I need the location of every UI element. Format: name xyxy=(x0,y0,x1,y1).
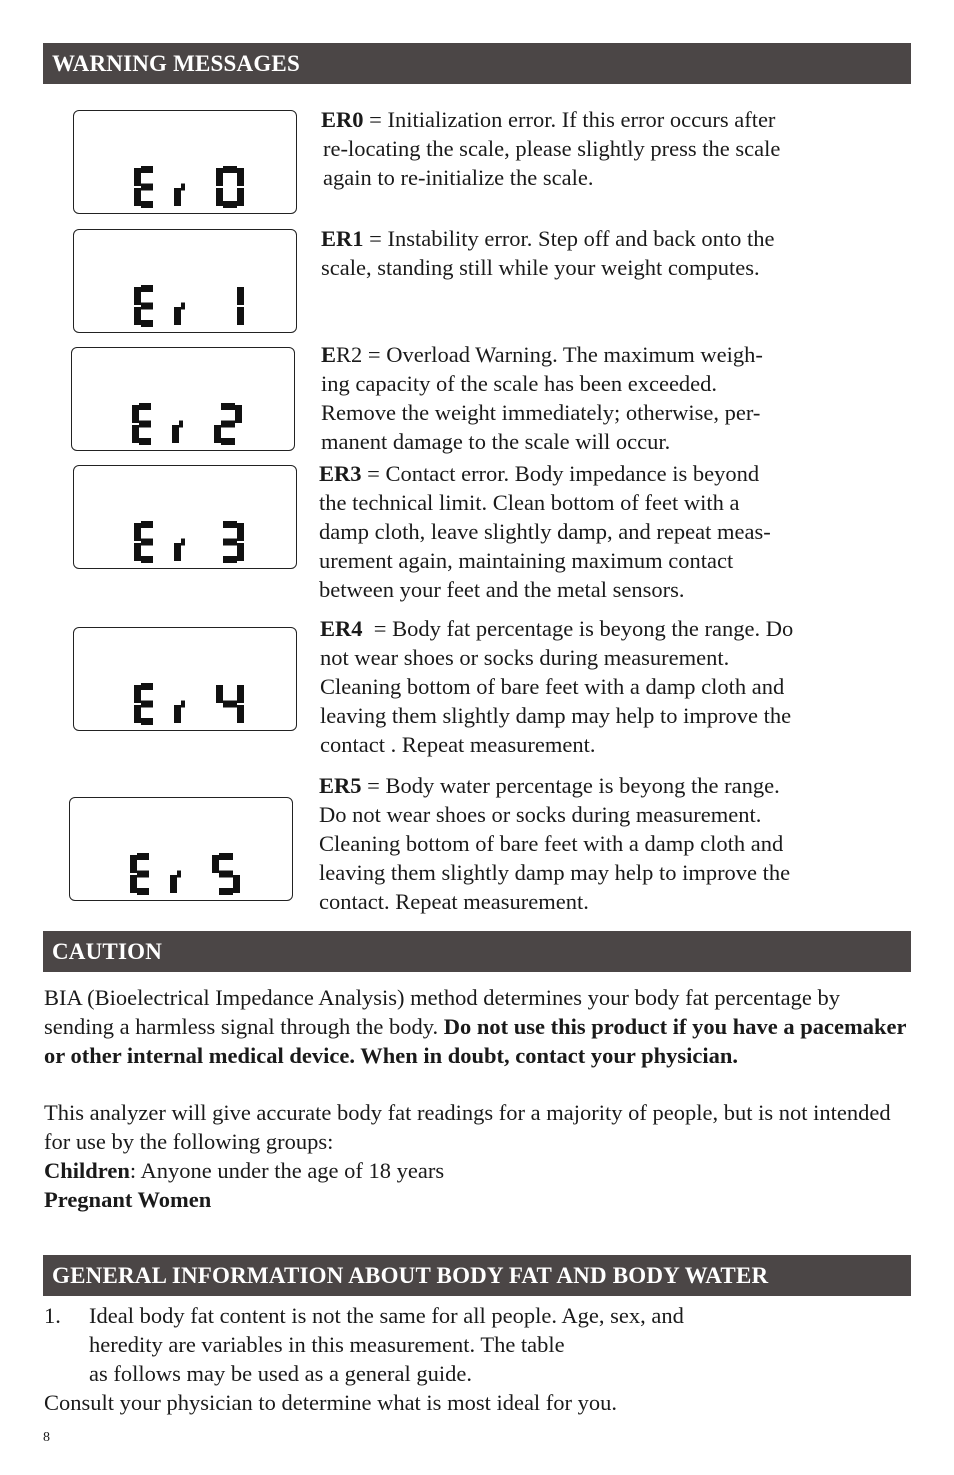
lcd-er0-icon xyxy=(74,111,298,215)
caution-paragraph-2: This analyzer will give accurate body fat readings for a majority of people, but is not intended for use by the following groups: Children: Anyone under the age of 18 years Pregnant Women xyxy=(44,1098,914,1214)
lcd-display-er4 xyxy=(73,627,297,731)
lcd-er1-icon xyxy=(74,230,298,334)
error-er2-description: ER2 = Overload Warning. The maximum weigh- ing capacity of the scale has been exceeded. Remove the weight immediately; otherwise, per- manent damage to the scale will occur. xyxy=(321,342,763,454)
lcd-display-er3 xyxy=(73,465,297,569)
error-code: ER1 xyxy=(321,226,364,251)
list-item-text: Ideal body fat content is not the same for all people. Age, sex, and heredity are variables in this measurement. The table as follows may be used as a general guide. xyxy=(89,1303,684,1386)
error-er4-description: ER4 = Body fat percentage is beyong the range. Do not wear shoes or socks during measurement. Cleaning bottom of bare feet with a damp cloth and leaving them slightly damp may help to improve the contact . Repeat measurement. xyxy=(320,616,794,757)
error-er1-description: ER1 = Instability error. Step off and back onto the scale, standing still while your weight computes. xyxy=(321,226,775,280)
error-code: ER0 xyxy=(321,107,364,132)
lcd-display-er1 xyxy=(73,229,297,333)
lcd-er3-icon xyxy=(74,466,298,570)
error-code: ER3 xyxy=(319,461,362,486)
lcd-display-er0 xyxy=(73,110,297,214)
error-code: E xyxy=(321,342,337,367)
caution-children: Children: Anyone under the age of 18 years xyxy=(44,1158,445,1183)
consult-physician-text: Consult your physician to determine what is most ideal for you. xyxy=(44,1390,618,1415)
caution-pregnant: Pregnant Women xyxy=(44,1187,212,1212)
warning-messages-header: WARNING MESSAGES xyxy=(43,43,911,84)
error-er5-description: ER5 = Body water percentage is beyong the range. Do not wear shoes or socks during measurement. Cleaning bottom of bare feet with a damp cloth and leaving them slightly damp may help to improve the contact. Repeat measurement. xyxy=(319,773,791,914)
general-info-header: GENERAL INFORMATION ABOUT BODY FAT AND BODY WATER xyxy=(43,1255,911,1296)
caution-warning-bold: Do not use this product if you have a pacemaker or other internal medical device. When in doubt, contact your physician. xyxy=(44,1014,907,1068)
error-code: ER4 xyxy=(320,616,363,641)
page-number: 8 xyxy=(43,1430,50,1445)
lcd-er4-icon xyxy=(74,628,298,732)
list-item-number: 1. xyxy=(44,1303,61,1328)
lcd-display-er5 xyxy=(69,797,293,901)
error-code: ER5 xyxy=(319,773,362,798)
caution-paragraph-1: BIA (Bioelectrical Impedance Analysis) method determines your body fat percentage by sending a harmless signal through the body. Do not use this product if you have a pacemaker or other internal medical device. When in doubt, contact your physician. xyxy=(44,985,907,1068)
error-er0-description: ER0 = Initialization error. If this error occurs after re-locating the scale, please slightly press the scale again to re-initialize the scale. xyxy=(321,107,781,190)
lcd-er2-icon xyxy=(72,348,296,452)
caution-header: CAUTION xyxy=(43,931,911,972)
lcd-display-er2 xyxy=(71,347,295,451)
error-er3-description: ER3 = Contact error. Body impedance is beyond the technical limit. Clean bottom of feet with a damp cloth, leave slightly damp, and repeat meas- urement again, maintaining maximum contact between your feet and the metal sensors. xyxy=(319,461,771,602)
lcd-er5-icon xyxy=(70,798,294,902)
